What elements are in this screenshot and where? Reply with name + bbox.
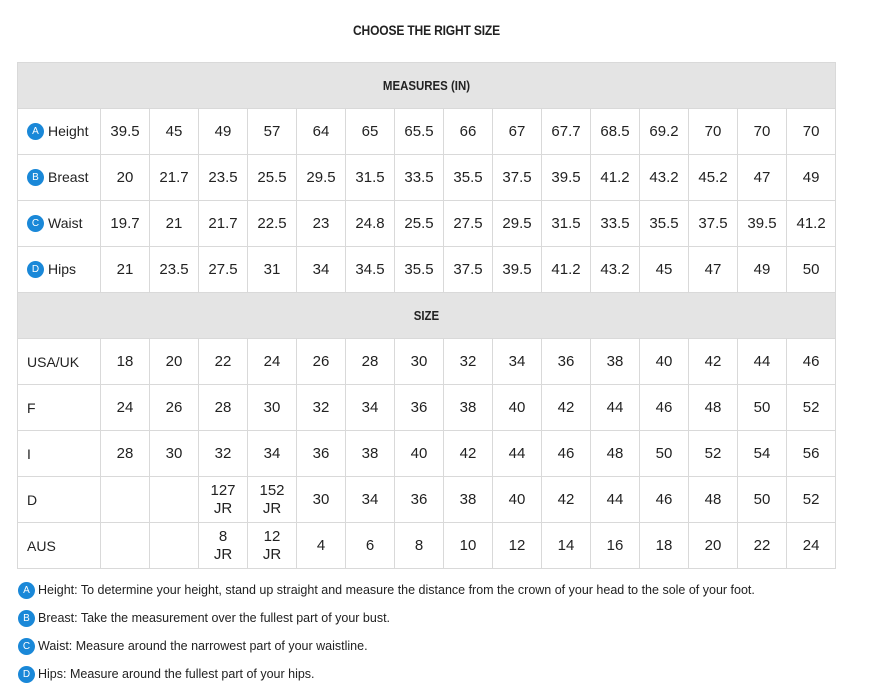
- table-cell: 66: [444, 109, 493, 155]
- table-cell: 41.2: [542, 247, 591, 293]
- table-cell: 16: [591, 523, 640, 569]
- table-cell: 44: [493, 431, 542, 477]
- table-cell: 46: [640, 385, 689, 431]
- table-cell: 70: [738, 109, 787, 155]
- table-cell: 56: [787, 431, 836, 477]
- measure-row-waist: [18, 201, 836, 247]
- table-cell: 21.7: [150, 155, 199, 201]
- table-cell: 38: [444, 477, 493, 523]
- table-cell: 39.5: [542, 155, 591, 201]
- table-cell: 42: [689, 339, 738, 385]
- table-cell: 50: [738, 477, 787, 523]
- note-item: [18, 576, 755, 604]
- row-label: USA/UK: [18, 339, 101, 385]
- table-cell: 68.5: [591, 109, 640, 155]
- table-cell: 45.2: [689, 155, 738, 201]
- table-cell: [150, 477, 199, 523]
- table-cell: 65: [346, 109, 395, 155]
- table-cell: 67: [493, 109, 542, 155]
- table-cell: 23: [297, 201, 346, 247]
- table-cell: 22.5: [248, 201, 297, 247]
- note-item: [18, 660, 755, 688]
- table-cell: 41.2: [591, 155, 640, 201]
- table-cell: 34: [346, 385, 395, 431]
- table-cell: 31.5: [346, 155, 395, 201]
- table-cell: 29.5: [493, 201, 542, 247]
- table-cell: 32: [199, 431, 248, 477]
- letter-badge-icon: A: [18, 582, 35, 599]
- table-cell: 33.5: [395, 155, 444, 201]
- table-cell: 34: [248, 431, 297, 477]
- row-label-text: Height: [48, 123, 89, 140]
- table-cell: 40: [493, 477, 542, 523]
- table-cell: 70: [787, 109, 836, 155]
- page-title: CHOOSE THE RIGHT SIZE: [353, 22, 500, 38]
- table-cell: 21.7: [199, 201, 248, 247]
- table-cell: 41.2: [787, 201, 836, 247]
- measures-header-row: [18, 63, 836, 109]
- table-cell: 45: [640, 247, 689, 293]
- table-cell: 39.5: [101, 109, 150, 155]
- table-cell: 44: [738, 339, 787, 385]
- table-cell: 18: [101, 339, 150, 385]
- table-cell: 50: [738, 385, 787, 431]
- table-cell: 24: [787, 523, 836, 569]
- table-cell: 28: [346, 339, 395, 385]
- table-cell: 38: [591, 339, 640, 385]
- table-cell: 27.5: [444, 201, 493, 247]
- table-cell: 42: [542, 385, 591, 431]
- table-cell: 44: [591, 385, 640, 431]
- table-cell: 47: [689, 247, 738, 293]
- letter-badge-icon: A: [27, 123, 44, 140]
- note-text: Hips: Measure around the fullest part of your hips.: [38, 667, 315, 681]
- row-label: AUS: [18, 523, 101, 569]
- table-cell: 36: [395, 385, 444, 431]
- table-cell: 37.5: [444, 247, 493, 293]
- table-cell: 39.5: [738, 201, 787, 247]
- table-cell: 43.2: [640, 155, 689, 201]
- row-label-text: Hips: [48, 261, 77, 278]
- measure-row-breast: [18, 155, 836, 201]
- table-cell: 57: [248, 109, 297, 155]
- row-label: [18, 109, 101, 155]
- table-cell: 22: [199, 339, 248, 385]
- table-cell: 32: [444, 339, 493, 385]
- table-cell: 26: [297, 339, 346, 385]
- table-cell: 23.5: [199, 155, 248, 201]
- table-cell: 46: [787, 339, 836, 385]
- table-cell: 46: [640, 477, 689, 523]
- row-label-text: Breast: [48, 169, 89, 186]
- note-text: Breast: Take the measurement over the fullest part of your bust.: [38, 611, 391, 625]
- note-item: [18, 604, 755, 632]
- size-row-usauk: [18, 339, 836, 385]
- table-cell: 29.5: [297, 155, 346, 201]
- table-cell: 20: [689, 523, 738, 569]
- table-cell: 37.5: [689, 201, 738, 247]
- table-cell: 52: [787, 385, 836, 431]
- table-cell: 65.5: [395, 109, 444, 155]
- table-cell: 38: [444, 385, 493, 431]
- table-cell: 42: [444, 431, 493, 477]
- size-row-d: [18, 477, 836, 523]
- table-cell: 70: [689, 109, 738, 155]
- table-cell: 12 JR: [248, 523, 297, 569]
- table-cell: 24: [248, 339, 297, 385]
- table-cell: 40: [493, 385, 542, 431]
- table-cell: 28: [101, 431, 150, 477]
- row-label: [18, 201, 101, 247]
- table-cell: 35.5: [640, 201, 689, 247]
- table-cell: 67.7: [542, 109, 591, 155]
- size-row-f: [18, 385, 836, 431]
- note-text: Waist: Measure around the narrowest part of your waistline.: [38, 639, 368, 653]
- measure-row-height: [18, 109, 836, 155]
- table-cell: 44: [591, 477, 640, 523]
- table-cell: 18: [640, 523, 689, 569]
- table-cell: 20: [150, 339, 199, 385]
- table-cell: 20: [101, 155, 150, 201]
- table-cell: 21: [150, 201, 199, 247]
- letter-badge-icon: B: [18, 610, 35, 627]
- table-cell: 6: [346, 523, 395, 569]
- table-cell: 34: [346, 477, 395, 523]
- table-cell: 50: [787, 247, 836, 293]
- table-cell: 8 JR: [199, 523, 248, 569]
- size-row-aus: [18, 523, 836, 569]
- table-cell: 28: [199, 385, 248, 431]
- table-cell: [101, 523, 150, 569]
- table-cell: 25.5: [248, 155, 297, 201]
- measures-header: MEASURES (IN): [18, 63, 836, 109]
- row-label: D: [18, 477, 101, 523]
- table-cell: [101, 477, 150, 523]
- table-cell: 36: [297, 431, 346, 477]
- letter-badge-icon: C: [27, 215, 44, 232]
- table-cell: 31: [248, 247, 297, 293]
- table-cell: 19.7: [101, 201, 150, 247]
- measurement-notes: [18, 576, 755, 688]
- table-cell: 34.5: [346, 247, 395, 293]
- table-cell: 25.5: [395, 201, 444, 247]
- note-text: Height: To determine your height, stand up straight and measure the distance from the crown of your head to the sole of your foot.: [38, 583, 755, 597]
- size-chart-table: [17, 62, 836, 569]
- table-cell: 49: [738, 247, 787, 293]
- table-cell: 10: [444, 523, 493, 569]
- note-item: [18, 632, 755, 660]
- table-cell: 152 JR: [248, 477, 297, 523]
- table-cell: 30: [395, 339, 444, 385]
- size-header-text: SIZE: [413, 307, 440, 323]
- table-cell: 12: [493, 523, 542, 569]
- table-cell: 50: [640, 431, 689, 477]
- table-cell: 32: [297, 385, 346, 431]
- table-cell: 48: [689, 385, 738, 431]
- table-cell: 47: [738, 155, 787, 201]
- size-header-row: [18, 293, 836, 339]
- table-cell: 40: [395, 431, 444, 477]
- letter-badge-icon: C: [18, 638, 35, 655]
- table-cell: 33.5: [591, 201, 640, 247]
- table-cell: 46: [542, 431, 591, 477]
- letter-badge-icon: D: [18, 666, 35, 683]
- letter-badge-icon: D: [27, 261, 44, 278]
- table-cell: 22: [738, 523, 787, 569]
- table-cell: 26: [150, 385, 199, 431]
- table-cell: 40: [640, 339, 689, 385]
- table-cell: 48: [591, 431, 640, 477]
- row-label: [18, 247, 101, 293]
- table-cell: 36: [395, 477, 444, 523]
- table-cell: 69.2: [640, 109, 689, 155]
- table-cell: 27.5: [199, 247, 248, 293]
- table-cell: 52: [689, 431, 738, 477]
- table-cell: 45: [150, 109, 199, 155]
- table-cell: 39.5: [493, 247, 542, 293]
- table-cell: 49: [199, 109, 248, 155]
- row-label: F: [18, 385, 101, 431]
- table-cell: 48: [689, 477, 738, 523]
- table-cell: 4: [297, 523, 346, 569]
- row-label: [18, 155, 101, 201]
- table-cell: 30: [248, 385, 297, 431]
- size-row-i: [18, 431, 836, 477]
- table-cell: 36: [542, 339, 591, 385]
- table-cell: 30: [150, 431, 199, 477]
- table-cell: 24.8: [346, 201, 395, 247]
- table-cell: 21: [101, 247, 150, 293]
- letter-badge-icon: B: [27, 169, 44, 186]
- table-cell: 34: [297, 247, 346, 293]
- table-cell: 8: [395, 523, 444, 569]
- table-cell: 35.5: [444, 155, 493, 201]
- table-cell: 42: [542, 477, 591, 523]
- table-cell: 31.5: [542, 201, 591, 247]
- measure-row-hips: [18, 247, 836, 293]
- table-cell: 37.5: [493, 155, 542, 201]
- table-cell: 30: [297, 477, 346, 523]
- table-cell: 34: [493, 339, 542, 385]
- table-cell: 43.2: [591, 247, 640, 293]
- row-label-text: Waist: [48, 215, 83, 232]
- table-cell: [150, 523, 199, 569]
- row-label: I: [18, 431, 101, 477]
- table-cell: 127 JR: [199, 477, 248, 523]
- table-cell: 24: [101, 385, 150, 431]
- table-cell: 23.5: [150, 247, 199, 293]
- table-cell: 49: [787, 155, 836, 201]
- table-cell: 14: [542, 523, 591, 569]
- table-cell: 54: [738, 431, 787, 477]
- size-header: [18, 293, 836, 339]
- table-cell: 52: [787, 477, 836, 523]
- table-cell: 38: [346, 431, 395, 477]
- table-cell: 35.5: [395, 247, 444, 293]
- table-cell: 64: [297, 109, 346, 155]
